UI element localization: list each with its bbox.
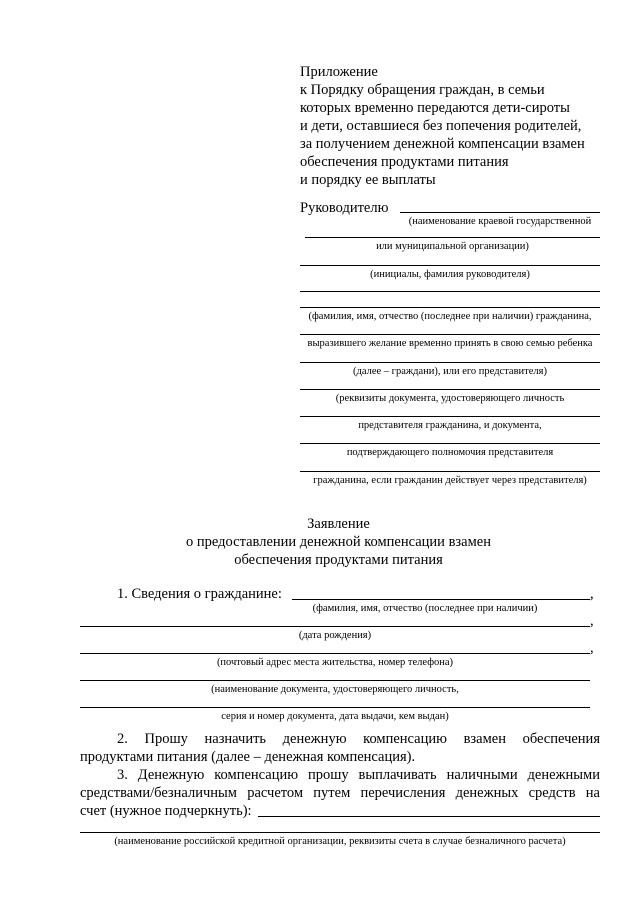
addressee-hint-doc-1: (реквизиты документа, удостоверяющего личность bbox=[335, 393, 565, 404]
addressee-doc-line-1 bbox=[300, 389, 600, 390]
section1-hint-doc: (наименование документа, удостоверяющего личность, bbox=[211, 684, 459, 695]
section1-hint-name: (фамилия, имя, отчество (последнее при наличии) bbox=[312, 603, 538, 614]
section1-hint-doc-details: серия и номер документа, дата выдачи, кем выдан) bbox=[221, 711, 449, 722]
section1-address-line bbox=[80, 653, 590, 654]
section3-account-line-1 bbox=[258, 816, 600, 817]
section3-hint-account: (наименование российской кредитной организации, реквизиты счета в случае безналичного расчета) bbox=[114, 836, 566, 847]
section1-doc-details-line bbox=[80, 707, 590, 708]
section3-line-2: средствами/безналичным расчетом путем перечисления денежных средств на bbox=[80, 785, 600, 801]
addressee-head-line bbox=[300, 265, 600, 266]
section1-comma-2: , bbox=[590, 613, 594, 629]
addressee-label: Руководителю bbox=[300, 200, 389, 216]
addressee-citizen-line-2 bbox=[300, 334, 600, 335]
appendix-line-3: и дети, оставшиеся без попечения родителей, bbox=[300, 118, 582, 134]
addressee-doc-line-2 bbox=[300, 416, 600, 417]
section1-hint-address: (почтовый адрес места жительства, номер телефона) bbox=[216, 657, 454, 668]
appendix-line-2: которых временно передаются дети-сироты bbox=[300, 100, 570, 116]
addressee-org-line-1 bbox=[400, 212, 600, 213]
addressee-doc-line-3 bbox=[300, 443, 600, 444]
addressee-citizen-line-3 bbox=[300, 362, 600, 363]
addressee-hint-citizen-2: выразившего желание временно принять в свою семью ребенка bbox=[307, 338, 593, 349]
section1-name-line bbox=[292, 599, 590, 600]
section1-doc-line bbox=[80, 680, 590, 681]
section1-hint-birth: (дата рождения) bbox=[298, 630, 372, 641]
section3-account-line-2 bbox=[80, 832, 600, 833]
addressee-hint-doc-3: подтверждающего полномочия представителя bbox=[346, 447, 554, 458]
addressee-hint-citizen-1: (фамилия, имя, отчество (последнее при наличии) гражданина, bbox=[308, 311, 592, 322]
statement-subtitle-1: о предоставлении денежной компенсации взамен bbox=[186, 534, 491, 550]
appendix-line-4: за получением денежной компенсации взамен bbox=[300, 136, 585, 152]
appendix-line-1: к Порядку обращения граждан, в семьи bbox=[300, 82, 545, 98]
addressee-citizen-line bbox=[300, 307, 600, 308]
section3-line-1: 3. Денежную компенсацию прошу выплачивать наличными денежными bbox=[117, 767, 600, 783]
addressee-hint-citizen-3: (далее – граждани), или его представителя) bbox=[353, 366, 547, 377]
addressee-blank-line bbox=[300, 291, 600, 292]
appendix-line-6: и порядку ее выплаты bbox=[300, 172, 436, 188]
section1-label: 1. Сведения о гражданине: bbox=[117, 586, 282, 602]
section1-comma-1: , bbox=[590, 586, 594, 602]
section1-birth-line bbox=[80, 626, 590, 627]
addressee-hint-org-2: или муниципальной организации) bbox=[376, 241, 529, 252]
addressee-hint-doc-2: представителя гражданина, и документа, bbox=[358, 420, 542, 431]
section2-line-1: 2. Прошу назначить денежную компенсацию взамен обеспечения bbox=[117, 731, 600, 747]
appendix-line-5: обеспечения продуктами питания bbox=[300, 154, 509, 170]
section3-line-3: счет (нужное подчеркнуть): bbox=[80, 803, 252, 819]
appendix-title: Приложение bbox=[300, 64, 378, 80]
addressee-doc-line-4 bbox=[300, 471, 600, 472]
addressee-hint-org-1: (наименование краевой государственной bbox=[408, 216, 592, 227]
statement-title: Заявление bbox=[307, 516, 370, 532]
addressee-org-line-2 bbox=[305, 237, 600, 238]
section1-comma-3: , bbox=[590, 640, 594, 656]
statement-subtitle-2: обеспечения продуктами питания bbox=[234, 552, 443, 568]
addressee-hint-doc-4: гражданина, если гражданин действует через представителя) bbox=[313, 475, 587, 486]
addressee-hint-head: (инициалы, фамилия руководителя) bbox=[370, 269, 530, 280]
section2-line-2: продуктами питания (далее – денежная компенсация). bbox=[80, 749, 416, 765]
